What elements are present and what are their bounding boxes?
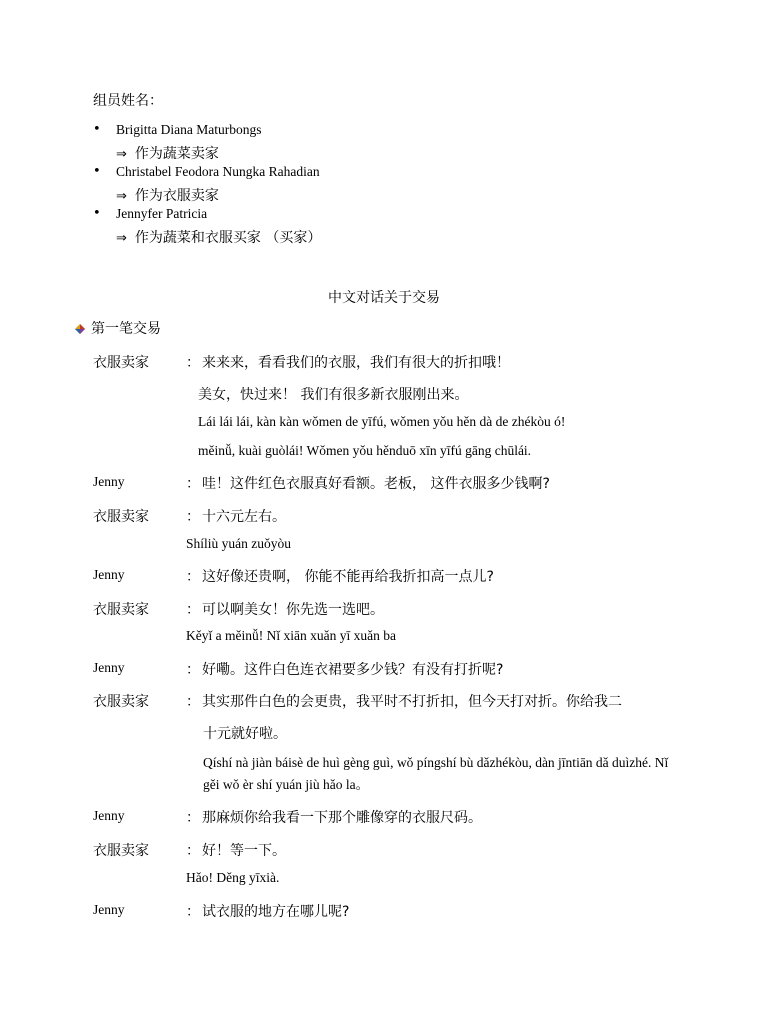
dialogue-line: ： 哇！这件红色衣服真好看额。老板， 这件衣服多少钱啊? [186, 476, 550, 492]
bullet-icon: • [93, 122, 101, 137]
speaker-label: 衣服卖家 [93, 602, 149, 618]
dialogue-line: ： 来来来，看看我们的衣服，我们有很大的折扣哦！ [186, 355, 510, 371]
bullet-icon: • [93, 206, 101, 221]
member-role: ⇒ 作为衣服卖家 [116, 188, 219, 204]
dialogue-line: ： 十六元左右。 [186, 509, 286, 525]
dialogue-continuation: 美女，快过来！ 我们有很多新衣服刚出来。 [198, 387, 469, 403]
speaker-label: Jenny [93, 902, 125, 917]
member-name: Brigitta Diana Maturbongs [116, 122, 262, 137]
speaker-label: Jenny [93, 567, 125, 582]
section-heading [75, 318, 161, 338]
dialogue-line: ： 其实那件白色的会更贵，我平时不打折扣，但今天打对折。你给我二 [186, 694, 622, 710]
section-label: 第一笔交易 [91, 321, 161, 337]
member-name: Jennyfer Patricia [116, 206, 208, 221]
implies-arrow-icon: ⇒ [116, 147, 127, 162]
document-title: 中文对话关于交易 [328, 290, 440, 306]
speaker-label: 衣服卖家 [93, 694, 149, 710]
implies-arrow-icon: ⇒ [116, 189, 127, 204]
dialogue-line: ： 这好像还贵啊， 你能不能再给我折扣高一点儿? [186, 569, 494, 585]
speaker-label: Jenny [93, 660, 125, 675]
dialogue-line: ： 可以啊美女！你先选一选吧。 [186, 602, 384, 618]
speaker-label: Jenny [93, 808, 125, 823]
pinyin-line: měinǚ, kuài guòlái! Wǒmen yǒu hěnduō xīn yīfú gāng chūlái. [198, 443, 532, 458]
member-name: Christabel Feodora Nungka Rahadian [116, 164, 320, 179]
speaker-label: 衣服卖家 [93, 843, 149, 859]
implies-arrow-icon: ⇒ [116, 231, 127, 246]
pinyin-line: Kěyǐ a měinǚ! Nǐ xiān xuǎn yī xuǎn ba [186, 628, 396, 643]
pinyin-line: Lái lái lái, kàn kàn wǒmen de yīfú, wǒmen yǒu hěn dà de zhékòu ó! [198, 414, 566, 429]
member-role: ⇒ 作为蔬菜和衣服买家 （买家） [116, 230, 322, 246]
member-role: ⇒ 作为蔬菜卖家 [116, 146, 219, 162]
dialogue-line: ： 那麻烦你给我看一下那个雕像穿的衣服尺码。 [186, 810, 482, 826]
pinyin-line: Shíliù yuán zuǒyòu [186, 536, 291, 551]
speaker-label: 衣服卖家 [93, 509, 149, 525]
pinyin-line: Qíshí nà jiàn báisè de huì gèng guì, wǒ píngshí bù dǎzhékòu, dàn jīntiān dǎ duìzhé. Nǐ gěi wǒ èr shí yuán jiù hǎo la。 [203, 755, 669, 792]
bullet-icon: • [93, 164, 101, 179]
pinyin-line: Hǎo! Děng yīxià. [186, 870, 280, 885]
speaker-label: 衣服卖家 [93, 355, 149, 371]
dialogue-line: ： 试衣服的地方在哪儿呢? [186, 904, 350, 920]
speaker-label: Jenny [93, 474, 125, 489]
diamond-bullet-icon [75, 322, 85, 332]
dialogue-line: ： 好！等一下。 [186, 843, 286, 859]
members-title: 组员姓名： [93, 93, 163, 109]
dialogue-continuation: 十元就好啦。 [203, 726, 287, 742]
dialogue-line: ： 好嘞。这件白色连衣裙要多少钱？有没有打折呢? [186, 662, 504, 678]
